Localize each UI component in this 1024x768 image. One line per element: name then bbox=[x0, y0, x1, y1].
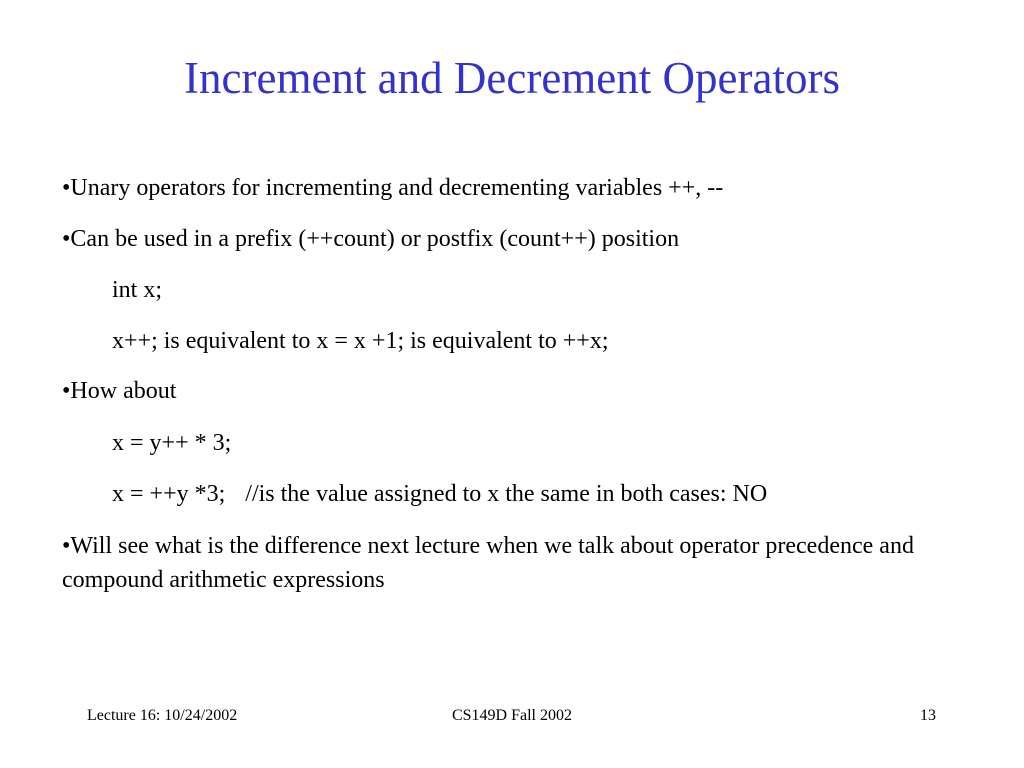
slide-title: Increment and Decrement Operators bbox=[184, 53, 840, 103]
code-line-postfix-example: x = y++ * 3; bbox=[112, 430, 232, 456]
code-line-declaration: int x; bbox=[112, 277, 163, 303]
bullet-unary-operators: •Unary operators for incrementing and decrementing variables ++, -- bbox=[62, 175, 724, 201]
footer-page-number: 13 bbox=[920, 707, 936, 724]
code-line-prefix-example bbox=[112, 479, 767, 509]
footer-lecture-date: Lecture 16: 10/24/2002 bbox=[87, 707, 238, 724]
bullet-how-about: •How about bbox=[62, 378, 177, 404]
prefix-example-comment: //is the value assigned to x the same in both cases: NO bbox=[245, 481, 768, 507]
bullet-next-lecture: •Will see what is the difference next lecture when we talk about operator precedence and compound arithmetic expressions bbox=[62, 533, 914, 593]
prefix-example-code: x = ++y *3; bbox=[112, 481, 226, 507]
footer-course: CS149D Fall 2002 bbox=[451, 707, 572, 724]
code-line-equivalence: x++; is equivalent to x = x +1; is equivalent to ++x; bbox=[112, 328, 609, 354]
bullet-prefix-postfix: •Can be used in a prefix (++count) or postfix (count++) position bbox=[62, 226, 680, 252]
